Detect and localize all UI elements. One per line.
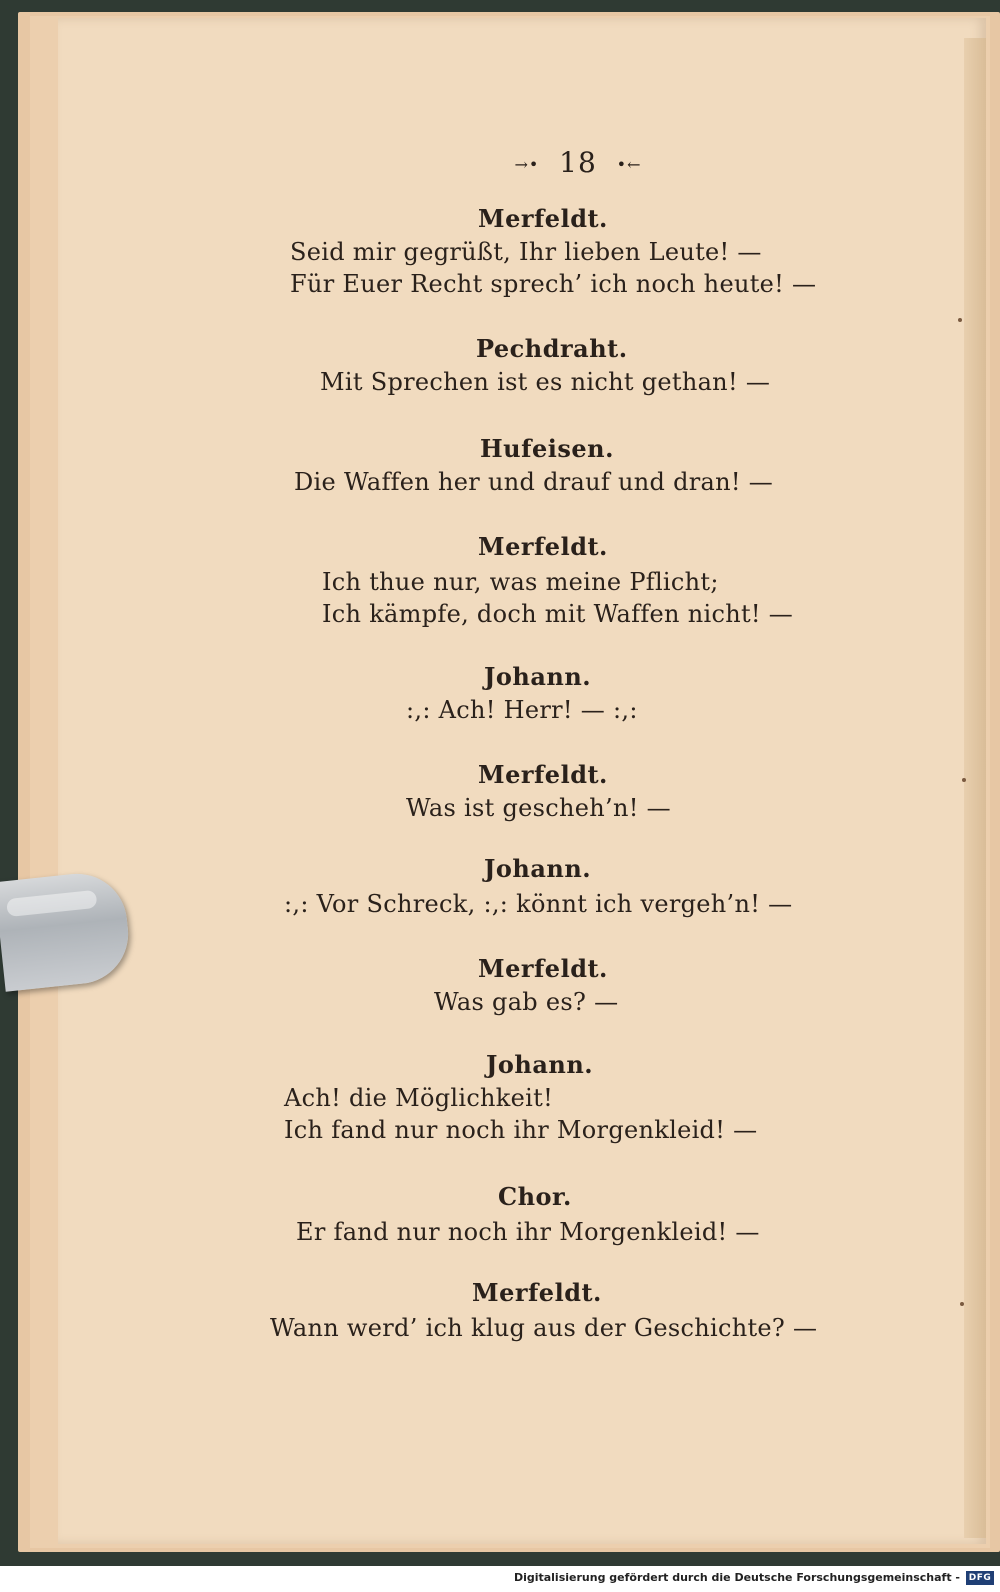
speaker-name: Hufeisen. bbox=[480, 434, 614, 463]
page-clip-shine bbox=[6, 890, 97, 917]
speaker-name: Johann. bbox=[484, 854, 592, 883]
dfg-logo: DFG bbox=[966, 1571, 994, 1585]
book-page bbox=[58, 18, 986, 1544]
verse-line: Mit Sprechen ist es nicht gethan! — bbox=[320, 368, 771, 396]
verse-line: :,: Vor Schreck, :,: könnt ich vergeh’n! — bbox=[284, 890, 793, 918]
verse-line: Die Waffen her und drauf und dran! — bbox=[294, 468, 774, 496]
speaker-name: Chor. bbox=[498, 1182, 572, 1211]
page-content bbox=[58, 18, 986, 1544]
speaker-name: Johann. bbox=[486, 1050, 594, 1079]
verse-line: Was ist gescheh’n! — bbox=[406, 794, 671, 822]
verse-line: Ich fand nur noch ihr Morgenkleid! — bbox=[284, 1116, 758, 1144]
verse-line: Wann werd’ ich klug aus der Geschichte? — bbox=[270, 1314, 818, 1342]
speaker-name: Merfeldt. bbox=[478, 954, 608, 983]
speaker-name: Pechdraht. bbox=[476, 334, 628, 363]
ornament-right: •← bbox=[616, 155, 642, 174]
speaker-name: Merfeldt. bbox=[472, 1278, 602, 1307]
verse-line: :,: Ach! Herr! — :,: bbox=[406, 696, 638, 724]
verse-line: Er fand nur noch ihr Morgenkleid! — bbox=[296, 1218, 760, 1246]
page-number-value: 18 bbox=[559, 146, 597, 179]
verse-line: Für Euer Recht sprech’ ich noch heute! — bbox=[290, 270, 817, 298]
page-number bbox=[478, 146, 678, 179]
speaker-name: Merfeldt. bbox=[478, 204, 608, 233]
ornament-left: →• bbox=[514, 155, 540, 174]
verse-line: Ach! die Möglichkeit! bbox=[284, 1084, 554, 1112]
speaker-name: Merfeldt. bbox=[478, 760, 608, 789]
footer-credit: Digitalisierung gefördert durch die Deutsche Forschungsgemeinschaft - bbox=[513, 1571, 960, 1584]
verse-line: Was gab es? — bbox=[434, 988, 619, 1016]
verse-line: Ich kämpfe, doch mit Waffen nicht! — bbox=[322, 600, 794, 628]
verse-line: Ich thue nur, was meine Pflicht; bbox=[322, 568, 719, 596]
speaker-name: Merfeldt. bbox=[478, 532, 608, 561]
footer-bar bbox=[0, 1566, 1000, 1592]
verse-line: Seid mir gegrüßt, Ihr lieben Leute! — bbox=[290, 238, 762, 266]
speaker-name: Johann. bbox=[484, 662, 592, 691]
